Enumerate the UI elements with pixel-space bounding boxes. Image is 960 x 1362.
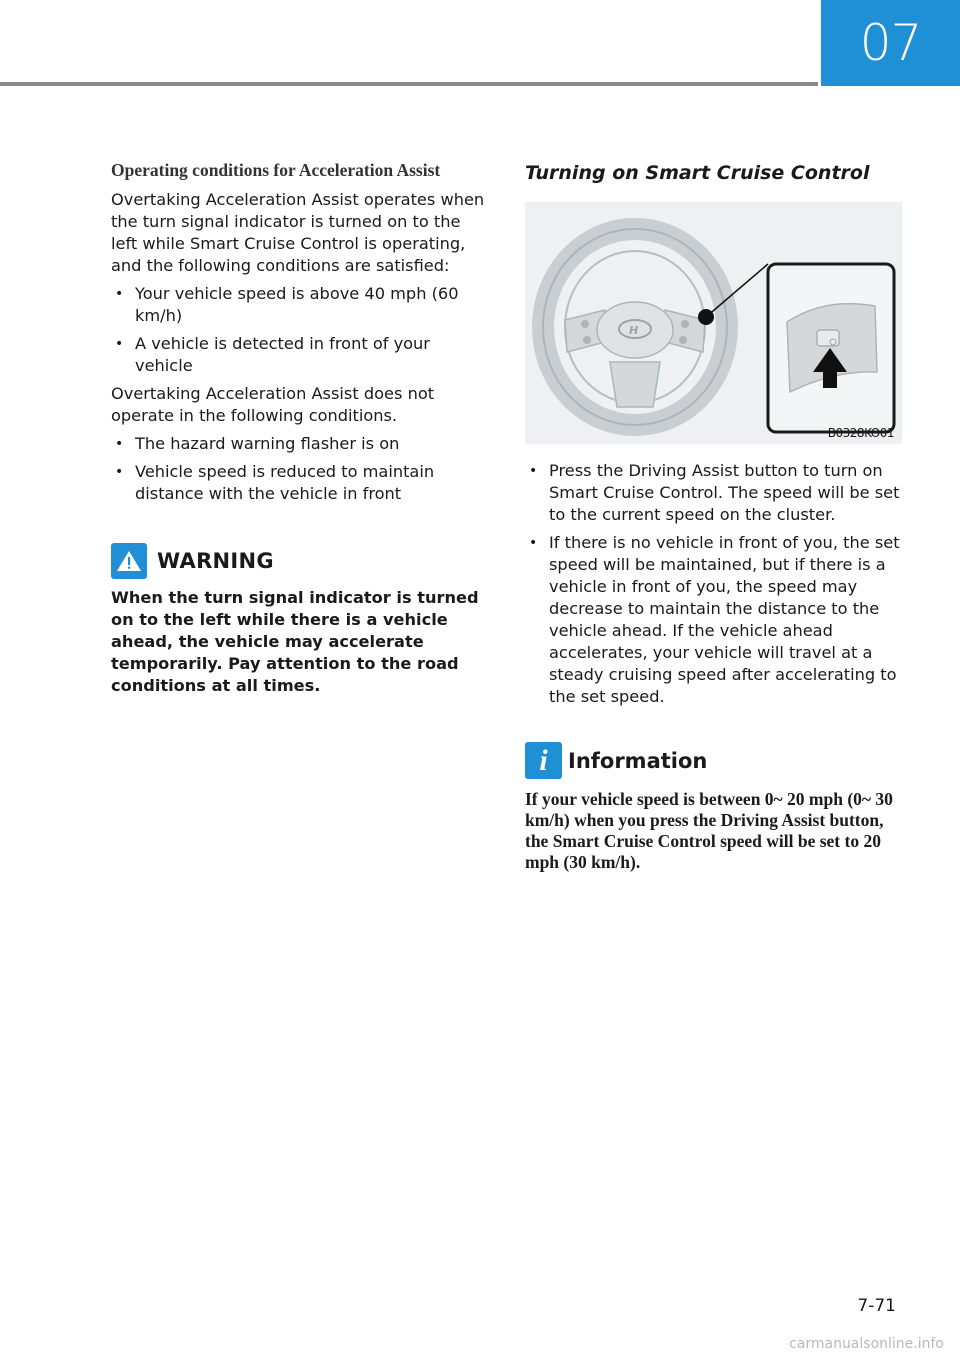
warning-triangle-icon	[111, 543, 147, 579]
header-rule	[0, 82, 818, 86]
figure-code: B0328KO01	[827, 426, 894, 440]
list-item: • The hazard warning flasher is on	[111, 433, 489, 455]
warning-title: WARNING	[157, 549, 274, 573]
steering-wheel-illustration	[525, 202, 902, 444]
exceptions-list	[111, 433, 489, 505]
exceptions-intro: Overtaking Acceleration Assist does not operate in the following conditions.	[111, 384, 435, 425]
list-item: • A vehicle is detected in front of your vehicle	[111, 333, 489, 377]
list-item: • Your vehicle speed is above 40 mph (60 km/h)	[111, 283, 489, 327]
steps-list	[525, 460, 905, 708]
chapter-tab: 07	[821, 0, 960, 86]
info-header	[525, 742, 905, 779]
section-title: Turning on Smart Cruise Control	[525, 162, 870, 184]
conditions-intro: Overtaking Acceleration Assist operates when the turn signal indicator is turned on to the left while Smart Cruise Control is operating, and the following conditions are satisfied:	[111, 190, 485, 275]
left-column	[111, 160, 489, 697]
list-item: • Vehicle speed is reduced to maintain distance with the vehicle in front	[111, 461, 489, 505]
list-item: • Press the Driving Assist button to turn on Smart Cruise Control. The speed will be set to the current speed on the cluster.	[525, 460, 905, 526]
conditions-list	[111, 283, 489, 377]
info-text: If your vehicle speed is between 0~ 20 mph (0~ 30 km/h) when you press the Driving Assist button, the Smart Cruise Control speed will be set to 20 mph (30 km/h).	[525, 789, 893, 872]
warning-header	[111, 543, 489, 579]
right-column	[525, 160, 905, 873]
warning-text: When the turn signal indicator is turned on to the left while there is a vehicle ahead, the vehicle may accelerate temporarily. Pay attention to the road conditions at all times.	[111, 588, 479, 695]
steering-wheel-figure	[525, 202, 902, 444]
watermark: carmanualsonline.info	[789, 1336, 944, 1352]
page-number: 7-71	[857, 1296, 896, 1316]
info-icon: i	[525, 742, 562, 779]
svg-text:H: H	[629, 324, 639, 337]
list-item: • If there is no vehicle in front of you, the set speed will be maintained, but if there is a vehicle in front of you, the speed may decrease to maintain the distance to the vehicle ahead. If the vehicle ahead accelerates, your vehicle will travel at a steady cruising speed after accelerating to the set speed.	[525, 532, 905, 708]
subheading: Operating conditions for Acceleration Assist	[111, 160, 441, 180]
info-title: Information	[568, 748, 708, 773]
